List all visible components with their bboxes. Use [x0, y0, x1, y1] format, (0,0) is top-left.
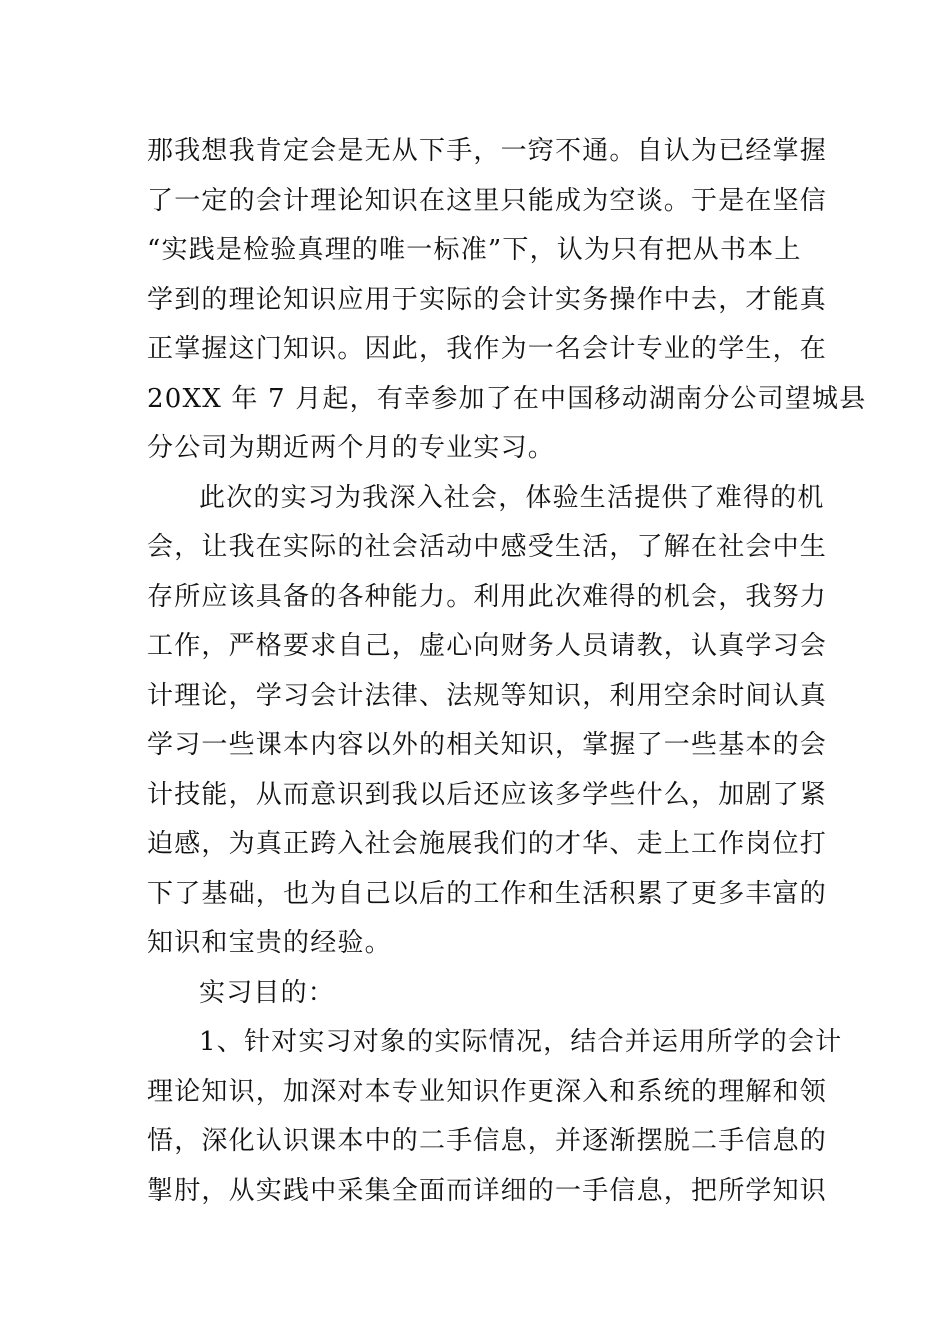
paragraph-internship-opportunity	[147, 474, 828, 969]
paragraph-line: 计技能，从而意识到我以后还应该多学些什么，加剧了紧	[147, 779, 828, 810]
paragraph-line: 计理论，学习会计法律、法规等知识，利用空余时间认真	[147, 680, 828, 711]
paragraph-line: 此次的实习为我深入社会，体验生活提供了难得的机	[199, 482, 825, 513]
paragraph-line: 学习一些课本内容以外的相关知识，掌握了一些基本的会	[147, 730, 828, 760]
paragraph-line: 存所应该具备的各种能力。利用此次难得的机会，我努力	[147, 581, 828, 612]
paragraph-background	[147, 127, 867, 474]
paragraph-line: “实践是检验真理的唯一标准”下，认为只有把从书本上	[147, 235, 802, 265]
paragraph-line: 1、针对实习对象的实际情况，结合并运用所学的会计	[199, 1027, 843, 1057]
paragraph-line: 理论知识，加深对本专业知识作更深入和系统的理解和领	[147, 1076, 828, 1107]
paragraph-line: 那我想我肯定会是无从下手，一窍不通。自认为已经掌握	[147, 136, 828, 166]
paragraph-line: 知识和宝贵的经验。	[147, 928, 392, 958]
paragraph-line: 迫感，为真正跨入社会施展我们的才华、走上工作岗位打	[147, 829, 828, 859]
paragraph-line: 掣肘，从实践中采集全面而详细的一手信息，把所学知识	[147, 1175, 828, 1206]
paragraph-line: 工作，严格要求自己，虚心向财务人员请教，认真学习会	[147, 631, 828, 661]
paragraph-line: 分公司为期近两个月的专业实习。	[147, 433, 556, 463]
paragraph-line: 会，让我在实际的社会活动中感受生活，了解在社会中生	[147, 532, 828, 562]
section-heading-text: 实习目的：	[199, 977, 336, 1008]
section-heading-internship-purpose	[147, 969, 807, 1019]
paragraph-line: 下了基础，也为自己以后的工作和生活积累了更多丰富的	[147, 878, 828, 909]
paragraph-line: 正掌握这门知识。因此，我作为一名会计专业的学生，在	[147, 334, 828, 364]
paragraph-line: 了一定的会计理论知识在这里只能成为空谈。于是在坚信	[147, 185, 828, 216]
document-body	[147, 127, 867, 1216]
paragraph-line: 学到的理论知识应用于实际的会计实务操作中去，才能真	[147, 284, 828, 315]
paragraph-line: 20XX 年 7 月起，有幸参加了在中国移动湖南分公司望城县	[147, 383, 867, 414]
paragraph-purpose-item-1	[147, 1018, 843, 1216]
paragraph-line: 悟，深化认识课本中的二手信息，并逐渐摆脱二手信息的	[147, 1126, 828, 1156]
